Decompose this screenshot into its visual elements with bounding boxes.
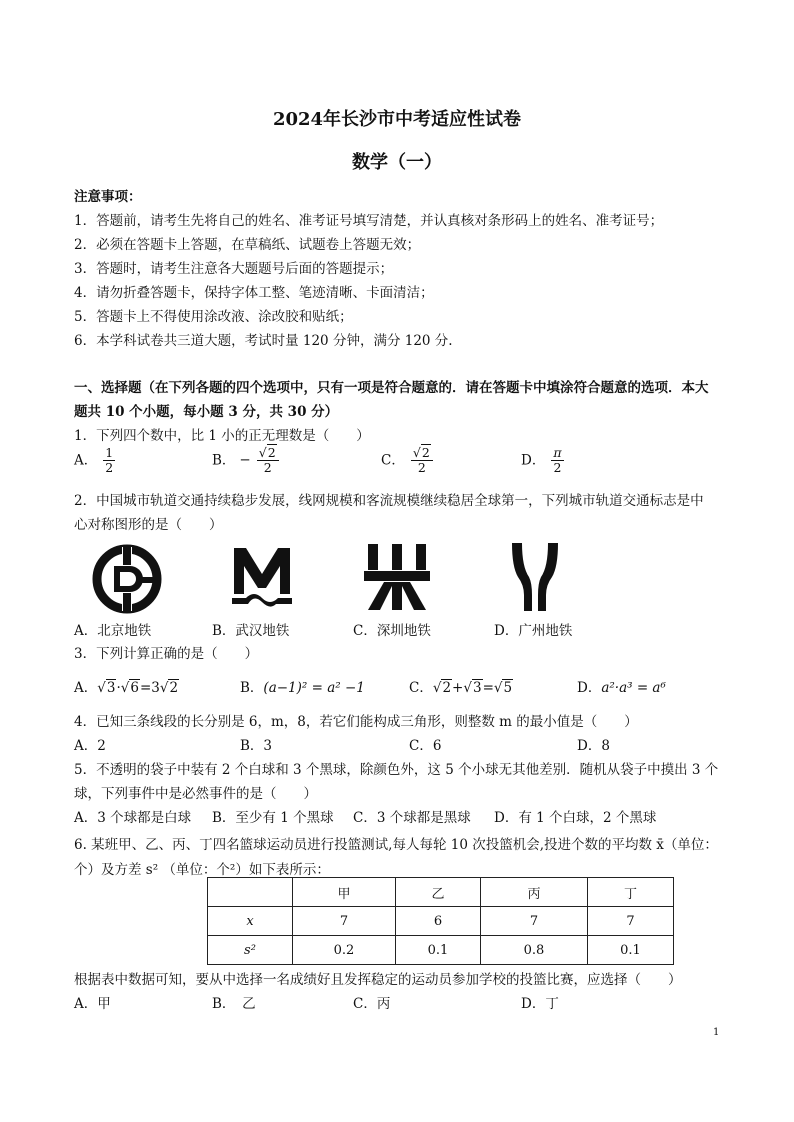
q1-option-a: A． $\frac{1}{2}$ bbox=[74, 445, 114, 476]
table-cell: 乙 bbox=[396, 878, 481, 907]
note-item: 6．本学科试卷共三道大题，考试时量 120 分钟，满分 120 分. bbox=[74, 333, 453, 349]
table-cell: 丙 bbox=[481, 878, 588, 907]
guangzhou-metro-icon bbox=[510, 543, 560, 611]
wuhan-metro-icon bbox=[230, 544, 294, 608]
q6-option-c: C．丙 bbox=[353, 996, 391, 1012]
q3-option-c: C．√2+√3=√5 bbox=[409, 680, 513, 696]
question-2-stem-line2: 心对称图形的是（ ） bbox=[74, 517, 223, 533]
question-6-prompt: 根据表中数据可知，要从中选择一名成绩好且发挥稳定的运动员参加学校的投篮比赛，应选择（ ） bbox=[74, 972, 682, 988]
q3-option-a: A．√3·√6=3√2 bbox=[74, 680, 179, 696]
q4-option-d: D．8 bbox=[577, 738, 610, 754]
q4-option-a: A．2 bbox=[74, 738, 106, 754]
section-heading-line2: 题共 10 个小题，每小题 3 分，共 30 分） bbox=[74, 404, 339, 420]
q6-option-a: A．甲 bbox=[74, 996, 111, 1012]
q1-option-d: D． $\frac{\pi}{2}$ bbox=[521, 445, 562, 476]
score-table bbox=[207, 877, 674, 965]
q2-option-c: C．深圳地铁 bbox=[353, 623, 431, 639]
table-cell: 甲 bbox=[293, 878, 396, 907]
exam-subtitle: 数学（一） bbox=[352, 152, 442, 173]
section-heading-line1: 一、选择题（在下列各题的四个选项中，只有一项是符合题意的．请在答题卡中填涂符合题意的选项．本大 bbox=[74, 380, 709, 396]
question-5-stem-line2: 球，下列事件中是必然事件的是（ ） bbox=[74, 786, 317, 802]
q3-option-d: D．a²·a³ = a⁶ bbox=[577, 680, 666, 696]
q6-option-b: B． 乙 bbox=[212, 996, 256, 1012]
q1-option-b: B． − $\frac{√2}{2}$ bbox=[212, 446, 279, 476]
table-cell: 0.1 bbox=[588, 936, 674, 965]
shenzhen-metro-icon bbox=[362, 542, 432, 612]
question-5-stem-line1: 5．不透明的袋子中装有 2 个白球和 3 个黑球，除颜色外，这 5 个小球无其他差别．随机从袋子中摸出 3 个 bbox=[74, 762, 719, 778]
question-6-stem-line2: 个）及方差 s² （单位：个²）如下表所示： bbox=[74, 862, 330, 878]
q4-option-b: B．3 bbox=[240, 738, 273, 754]
table-cell: 7 bbox=[588, 907, 674, 936]
note-item: 1．答题前，请考生先将自己的姓名、准考证号填写清楚，并认真核对条形码上的姓名、准考证号； bbox=[74, 213, 664, 229]
question-1-stem: 1．下列四个数中，比 1 小的正无理数是（ ） bbox=[74, 428, 370, 444]
q2-option-b: B．武汉地铁 bbox=[212, 623, 290, 639]
q2-option-d: D．广州地铁 bbox=[494, 623, 573, 639]
table-cell: 0.1 bbox=[396, 936, 481, 965]
q5-option-a: A．3 个球都是白球 bbox=[74, 810, 192, 826]
table-cell: 0.8 bbox=[481, 936, 588, 965]
table-row bbox=[208, 907, 674, 936]
q5-option-c: C．3 个球都是黑球 bbox=[353, 810, 471, 826]
q3-option-b: B．(a−1)² = a² −1 bbox=[240, 680, 365, 696]
question-6-stem-line1: 6. 某班甲、乙、丙、丁四名篮球运动员进行投篮测试,每人每轮 10 次投篮机会,投进个数的平均数 x̄（单位： bbox=[74, 837, 718, 853]
table-cell: s² bbox=[208, 936, 293, 965]
table-cell: 6 bbox=[396, 907, 481, 936]
table-row bbox=[208, 936, 674, 965]
table-header-row bbox=[208, 878, 674, 907]
q6-option-d: D．丁 bbox=[521, 996, 559, 1012]
q5-option-b: B．至少有 1 个黑球 bbox=[212, 810, 334, 826]
question-4-stem: 4．已知三条线段的长分别是 6，m，8，若它们能构成三角形，则整数 m 的最小值是（ ） bbox=[74, 714, 638, 730]
note-item: 3．答题时，请考生注意各大题题号后面的答题提示； bbox=[74, 261, 394, 277]
note-item: 5．答题卡上不得使用涂改液、涂改胶和贴纸； bbox=[74, 309, 353, 325]
table-cell: 7 bbox=[481, 907, 588, 936]
question-3-stem: 3．下列计算正确的是（ ） bbox=[74, 646, 259, 662]
page-number: 1 bbox=[713, 1027, 720, 1038]
table-cell bbox=[208, 878, 293, 907]
note-item: 4．请勿折叠答题卡，保持字体工整、笔迹清晰、卡面清洁； bbox=[74, 285, 434, 301]
table-cell: 丁 bbox=[588, 878, 674, 907]
table-cell: 0.2 bbox=[293, 936, 396, 965]
q2-option-a: A．北京地铁 bbox=[74, 623, 152, 639]
q4-option-c: C．6 bbox=[409, 738, 442, 754]
beijing-metro-icon bbox=[92, 544, 162, 614]
table-cell: 7 bbox=[293, 907, 396, 936]
exam-title: 2024年长沙市中考适应性试卷 bbox=[272, 109, 522, 130]
question-2-stem-line1: 2．中国城市轨道交通持续稳步发展，线网规模和客流规模继续稳居全球第一，下列城市轨道交通标志是中 bbox=[74, 493, 704, 509]
q1-option-c: C． $\frac{√2}{2}$ bbox=[381, 446, 433, 476]
table-cell: x bbox=[208, 907, 293, 936]
q5-option-d: D．有 1 个白球，2 个黑球 bbox=[494, 810, 657, 826]
notes-heading: 注意事项： bbox=[74, 189, 142, 205]
note-item: 2．必须在答题卡上答题，在草稿纸、试题卷上答题无效； bbox=[74, 237, 421, 253]
